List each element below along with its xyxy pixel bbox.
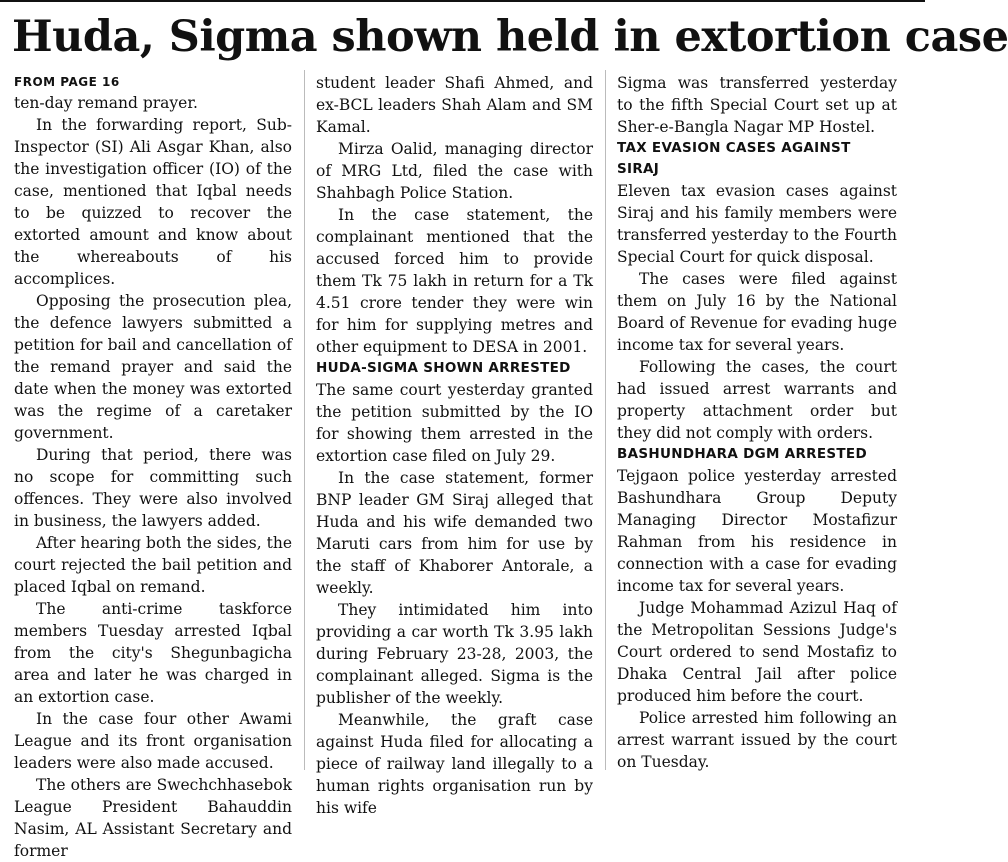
paragraph: Sigma was transferred yesterday to the fifth Special Court set up at Sher-e-Bangla Nagar MP Hostel.: [617, 74, 897, 136]
headline: Huda, Sigma shown held in extortion case: [12, 12, 1008, 62]
column-1: [14, 72, 292, 860]
paragraph: In the case four other Awami League and its front organisation leaders were also made accused.: [14, 710, 292, 772]
paragraph: Opposing the prosecution plea, the defence lawyers submitted a petition for bail and cancellation of the remand prayer and said the date when the money was extorted was the regime of a caretaker government.: [14, 292, 292, 442]
subheading: TAX EVASION CASES AGAINST SIRAJ: [617, 140, 851, 177]
paragraph: Tejgaon police yesterday arrested Bashundhara Group Deputy Managing Director Mostafizur Rahman from his residence in connection with a case for evading income tax for several years.: [617, 467, 897, 595]
paragraph: After hearing both the sides, the court rejected the bail petition and placed Iqbal on remand.: [14, 534, 292, 596]
paragraph: The same court yesterday granted the petition submitted by the IO for showing them arrested in the extortion case filed on July 29.: [316, 381, 593, 465]
from-page-label: FROM PAGE 16: [14, 75, 120, 89]
paragraph: Meanwhile, the graft case against Huda filed for allocating a piece of railway land illegally to a human rights organisation run by his wife: [316, 711, 593, 817]
paragraph: The cases were filed against them on July 16 by the National Board of Revenue for evading huge income tax for several years.: [617, 270, 897, 354]
paragraph: Eleven tax evasion cases against Siraj and his family members were transferred yesterday to the Fourth Special Court for quick disposal.: [617, 182, 897, 266]
paragraph: The others are Swechchhasebok League President Bahauddin Nasim, AL Assistant Secretary and former: [14, 776, 292, 860]
paragraph: In the case statement, former BNP leader GM Siraj alleged that Huda and his wife demanded two Maruti cars from him for use by the staff of Khaborer Antorale, a weekly.: [316, 469, 593, 597]
paragraph: During that period, there was no scope for committing such offences. They were also involved in business, the lawyers added.: [14, 446, 292, 530]
paragraph: In the case statement, the complainant mentioned that the accused forced him to provide them Tk 75 lakh in return for a Tk 4.51 crore tender they were win for him for supplying metres and other equipment to DESA in 2001.: [316, 206, 593, 356]
column-rule: [304, 70, 305, 770]
column-rule: [605, 70, 606, 770]
paragraph: Police arrested him following an arrest warrant issued by the court on Tuesday.: [617, 709, 897, 771]
paragraph: Judge Mohammad Azizul Haq of the Metropolitan Sessions Judge's Court ordered to send Mostafiz to Dhaka Central Jail after police produced him before the court.: [617, 599, 897, 705]
column-2: [316, 72, 593, 817]
column-3: [617, 72, 897, 792]
paragraph: student leader Shafi Ahmed, and ex-BCL leaders Shah Alam and SM Kamal.: [316, 74, 593, 136]
paragraph: They intimidated him into providing a car worth Tk 3.95 lakh during February 23-28, 2003, the complainant alleged. Sigma is the publisher of the weekly.: [316, 601, 593, 707]
paragraph: ten-day remand prayer.: [14, 94, 198, 112]
paragraph: The anti-crime taskforce members Tuesday arrested Iqbal from the city's Shegunbagicha area and later he was charged in an extortion case.: [14, 600, 292, 706]
subheading: HUDA-SIGMA SHOWN ARRESTED: [316, 360, 571, 376]
subheading: BASHUNDHARA DGM ARRESTED: [617, 446, 867, 462]
paragraph: Following the cases, the court had issued arrest warrants and property attachment order but they did not comply with orders.: [617, 358, 897, 442]
top-rule: [0, 0, 925, 2]
paragraph: Mirza Oalid, managing director of MRG Ltd, filed the case with Shahbagh Police Station.: [316, 140, 593, 202]
paragraph: In the forwarding report, Sub-Inspector (SI) Ali Asgar Khan, also the investigation officer (IO) of the case, mentioned that Iqbal needs to be quizzed to recover the extorted amount and know about the whereabouts of his accomplices.: [14, 116, 292, 288]
